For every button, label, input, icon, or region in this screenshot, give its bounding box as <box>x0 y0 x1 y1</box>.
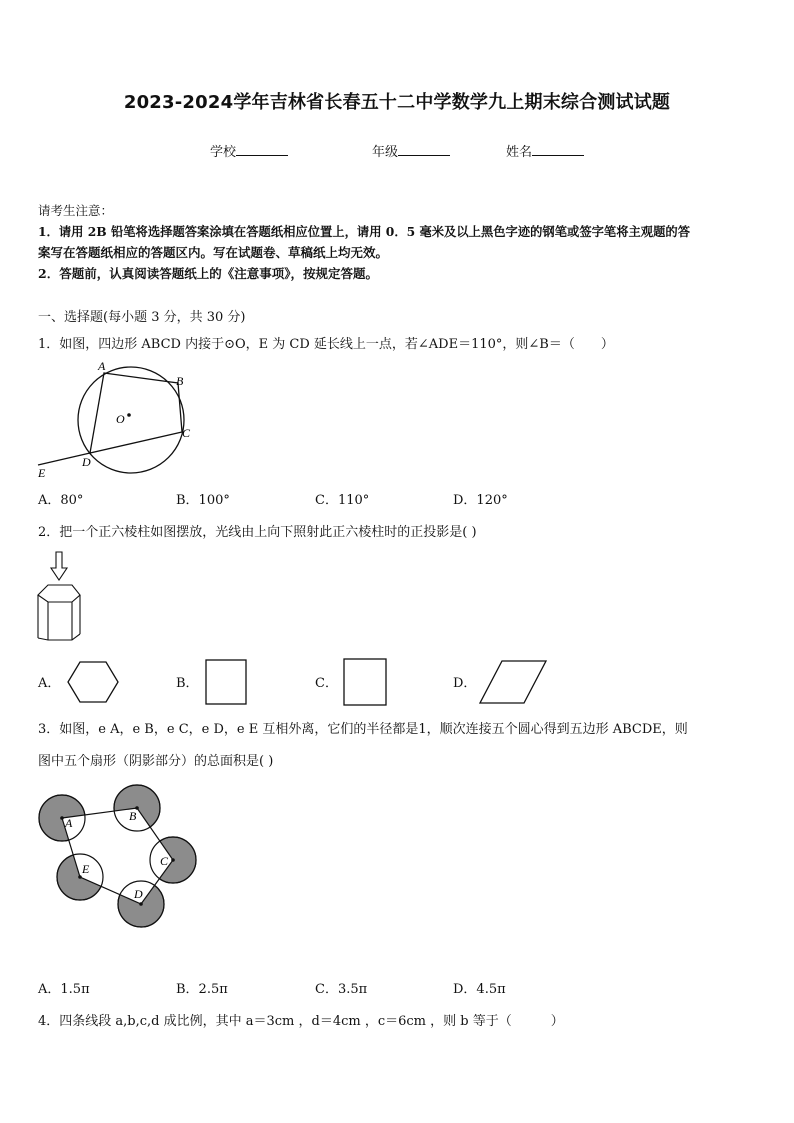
q2-option-d-label[interactable]: D． <box>453 676 477 691</box>
label-a: A <box>65 816 73 830</box>
name-blank <box>532 143 584 156</box>
q3-option-a[interactable]: A．1.5π <box>38 982 90 997</box>
grade-label: 年级 <box>372 145 399 160</box>
q1-option-c[interactable]: C．110° <box>315 493 370 508</box>
school-field <box>210 141 288 160</box>
label-e: E <box>82 862 90 876</box>
q1-figure <box>30 355 210 485</box>
q2-option-d-parallelogram[interactable] <box>478 659 550 705</box>
label-o: O <box>116 412 125 426</box>
q2-prism-figure <box>34 550 94 645</box>
q1-option-a[interactable]: A．80° <box>38 493 84 508</box>
prism-top <box>38 585 80 602</box>
q4-stem: 4．四条线段 a,b,c,d 成比例，其中 a＝3cm ，d＝4cm ，c＝6cm ，则 b 等于（ ） <box>38 1014 564 1029</box>
q2-option-a-label[interactable]: A． <box>38 676 61 691</box>
label-d: D <box>82 455 91 469</box>
name-label: 姓名 <box>506 145 533 160</box>
q3-option-d[interactable]: D．4.5π <box>453 982 506 997</box>
label-d: D <box>134 887 143 901</box>
school-blank <box>236 143 288 156</box>
label-c: C <box>160 854 169 868</box>
notice-line-2: 案写在答题纸相应的答题区内。写在试题卷、草稿纸上均无效。 <box>38 245 389 260</box>
q2-option-c-square[interactable] <box>342 657 388 707</box>
notice-line-3: 2．答题前，认真阅读答题纸上的《注意事项》，按规定答题。 <box>38 266 378 281</box>
q2-option-a-hexagon[interactable] <box>66 660 120 704</box>
q2-option-c-label[interactable]: C． <box>315 676 338 691</box>
q1-option-b[interactable]: B．100° <box>176 493 230 508</box>
grade-blank <box>398 143 450 156</box>
label-b: B <box>176 374 184 388</box>
circle-o <box>78 367 184 473</box>
q3-stem-line-2: 图中五个扇形（阴影部分）的总面积是( ) <box>38 754 274 769</box>
grade-field <box>372 141 450 160</box>
light-arrow-icon <box>51 552 67 580</box>
q3-option-b[interactable]: B．2.5π <box>176 982 228 997</box>
q3-figure <box>30 775 210 935</box>
label-c: C <box>182 426 191 440</box>
notice-heading: 请考生注意： <box>38 203 114 218</box>
school-label: 学校 <box>210 145 237 160</box>
page-title: 2023-2024学年吉林省长春五十二中学数学九上期末综合测试试题 <box>123 92 671 113</box>
name-field <box>506 141 584 160</box>
q1-stem: 1．如图，四边形 ABCD 内接于⊙O，E 为 CD 延长线上一点，若∠ADE＝110°，则∠B＝（ ） <box>38 337 614 352</box>
q2-option-b-rectangle[interactable] <box>204 658 248 706</box>
notice-line-1: 1．请用 2B 铅笔将选择题答案涂填在答题纸相应位置上，请用 0．5 毫米及以上黑色字迹的钢笔或签字笔将主观题的答 <box>38 224 690 239</box>
section-heading: 一、选择题(每小题 3 分，共 30 分) <box>38 310 246 325</box>
q2-option-b-label[interactable]: B． <box>176 676 199 691</box>
q2-stem: 2．把一个正六棱柱如图摆放，光线由上向下照射此正六棱柱时的正投影是( ) <box>38 525 477 540</box>
label-b: B <box>129 809 137 823</box>
quadrilateral-abcd <box>90 373 182 453</box>
q3-stem-line-1: 3．如图，e A，e B，e C，e D，e E 互相外离，它们的半径都是1，顺次连接五个圆心得到五边形 ABCDE，则 <box>38 722 688 737</box>
center-point <box>127 413 131 417</box>
q3-option-c[interactable]: C．3.5π <box>315 982 368 997</box>
label-a: A <box>98 359 106 373</box>
q1-option-d[interactable]: D．120° <box>453 493 508 508</box>
label-e: E <box>38 466 46 480</box>
